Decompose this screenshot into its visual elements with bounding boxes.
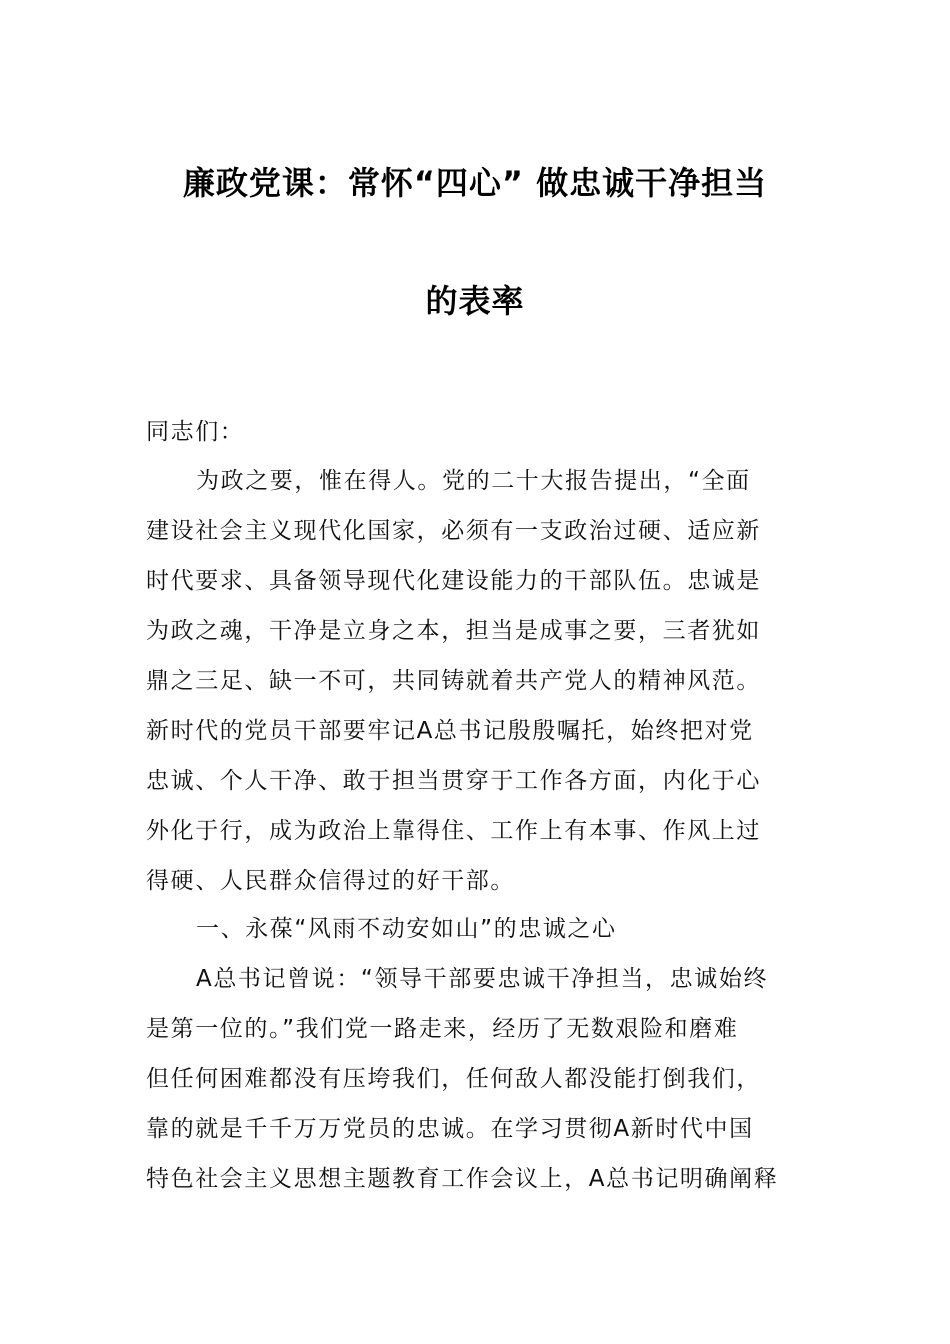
salutation: 同志们： xyxy=(146,419,245,445)
paragraph-line: 新时代的党员干部要牢记A总书记殷殷嘱托，始终把对党 xyxy=(146,718,754,744)
paragraph-line: 是第一位的。”我们党一路走来，经历了无数艰险和磨难 xyxy=(146,1016,739,1042)
paragraph-line: 但任何困难都没有压垮我们，任何敌人都没能打倒我们， xyxy=(146,1066,761,1092)
section-heading: 一、永葆“风雨不动安如山”的忠诚之心 xyxy=(196,916,617,942)
paragraph-line: 靠的就是千千万万党员的忠诚。在学习贯彻A新时代中国 xyxy=(146,1116,754,1142)
document-title-line-2: 的表率 xyxy=(425,282,525,320)
paragraph-line: 建设社会主义现代化国家，必须有一支政治过硬、适应新 xyxy=(146,518,761,544)
paragraph-line: 为政之魂，干净是立身之本，担当是成事之要，三者犹如 xyxy=(146,618,761,644)
document-title-line-1: 廉政党课：常怀“四心” 做忠诚干净担当 xyxy=(182,164,768,202)
paragraph-line: 得硬、人民群众信得过的好干部。 xyxy=(146,868,515,894)
paragraph-line: 为政之要，惟在得人。党的二十大报告提出，“全面 xyxy=(196,468,751,494)
paragraph-line: 外化于行，成为政治上靠得住、工作上有本事、作风上过 xyxy=(146,818,761,844)
paragraph-line: 鼎之三足、缺一不可，共同铸就着共产党人的精神风范。 xyxy=(146,668,761,694)
paragraph-line: 时代要求、具备领导现代化建设能力的干部队伍。忠诚是 xyxy=(146,568,761,594)
paragraph-line: A总书记曾说：“领导干部要忠诚干净担当，忠诚始终 xyxy=(196,966,769,992)
paragraph-line: 特色社会主义思想主题教育工作会议上，A总书记明确阐释 xyxy=(146,1166,779,1192)
paragraph-line: 忠诚、个人干净、敢于担当贯穿于工作各方面，内化于心 xyxy=(146,768,761,794)
